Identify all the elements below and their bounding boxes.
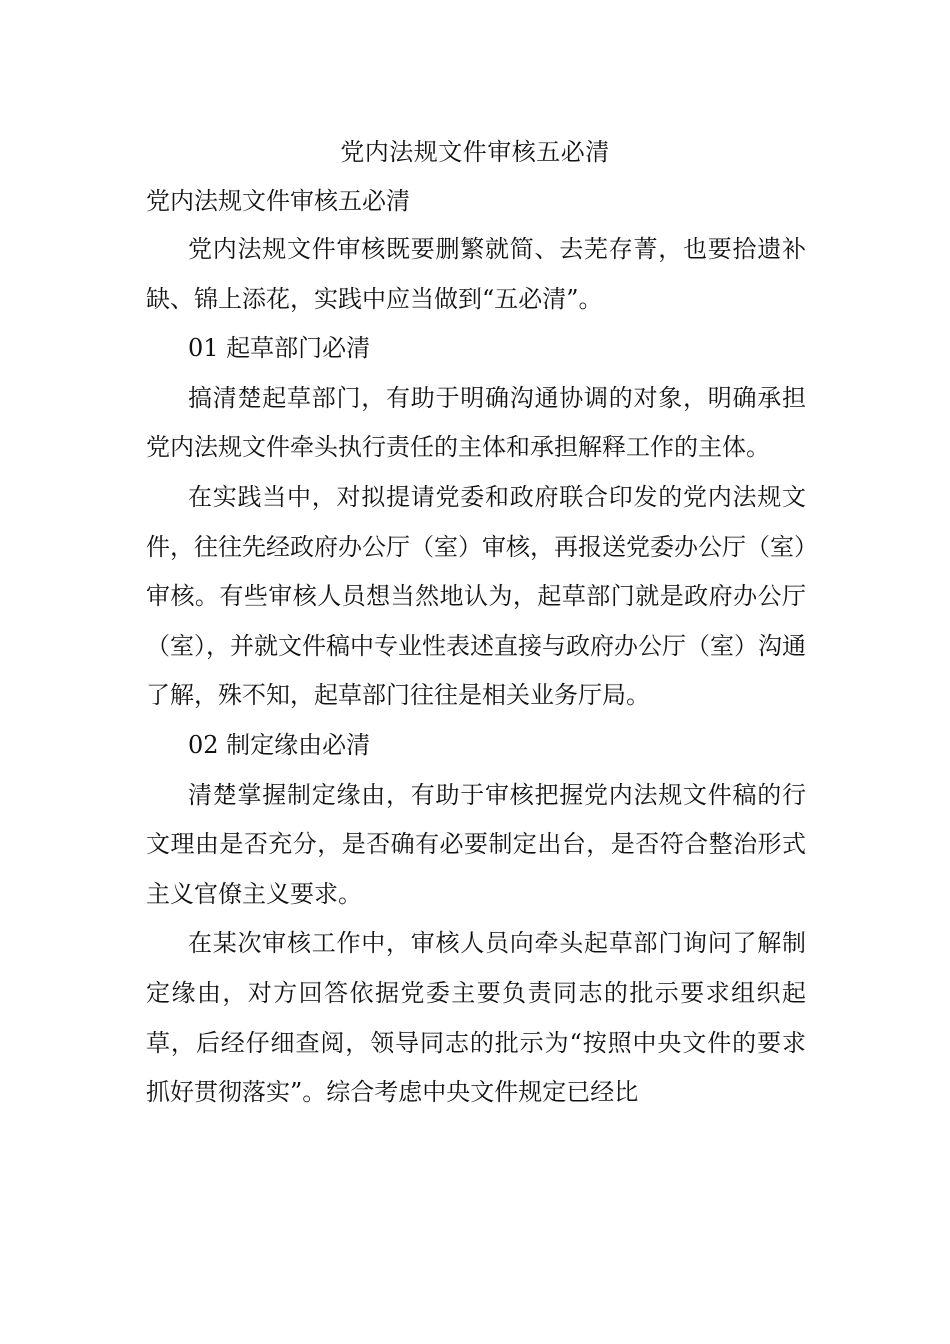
document-title: 党内法规文件审核五必清 [340,138,610,166]
section-heading-02: 02 制定缘由必清 [188,730,371,759]
paragraph: 在实践当中，对拟提请党委和政府联合印发的党内法规文件，往往先经政府办公厅（室）审核，再报送党委办公厅（室）审核。有些审核人员想当然地认为，起草部门就是政府办公厅（室），并就文件稿中专业性表述直接与政府办公厅（室）沟通了解，殊不知，起草部门往往是相关业务厅局。 [146,482,806,710]
document-subtitle: 党内法规文件审核五必清 [146,187,410,215]
paragraph: 在某次审核工作中，审核人员向牵头起草部门询问了解制定缘由，对方回答依据党委主要负责同志的批示要求组织起草，后经仔细查阅，领导同志的批示为“按照中央文件的要求抓好贯彻落实”。综合考虑中央文件规定已经比 [146,929,806,1107]
paragraph: 搞清楚起草部门，有助于明确沟通协调的对象，明确承担党内法规文件牵头执行责任的主体和承担解释工作的主体。 [146,383,806,462]
document-body [146,225,806,1118]
paragraph-intro: 党内法规文件审核既要删繁就简、去芜存菁，也要拾遗补缺、锦上添花，实践中应当做到“五必清”。 [146,235,806,313]
paragraph: 清楚掌握制定缘由，有助于审核把握党内法规文件稿的行文理由是否充分，是否确有必要制定出台，是否符合整治形式主义官僚主义要求。 [146,780,806,908]
section-heading-01: 01 起草部门必清 [188,334,371,363]
